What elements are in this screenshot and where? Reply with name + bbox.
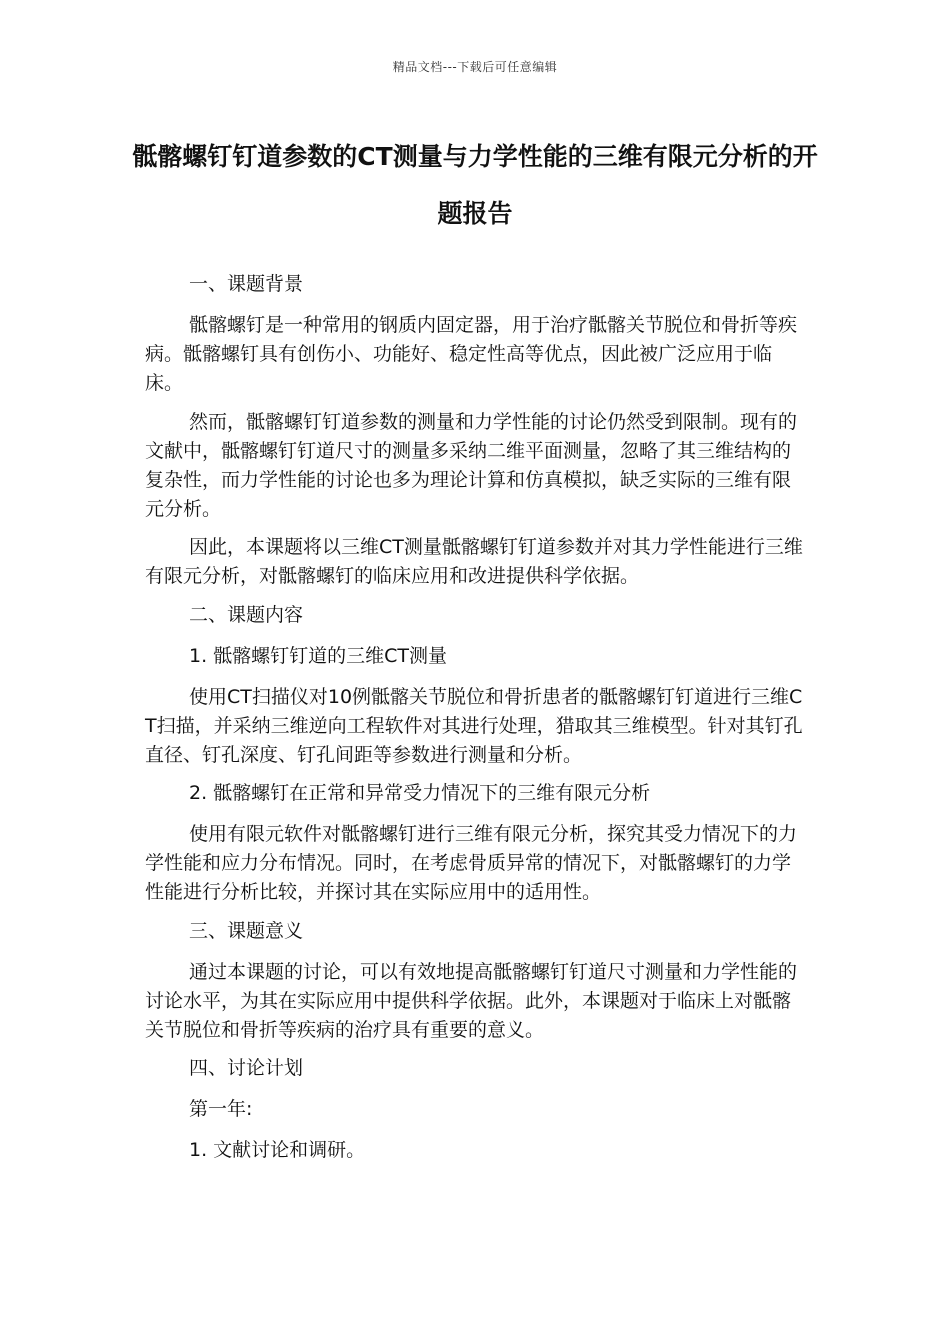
- plan-year-1: 第一年:: [189, 1098, 253, 1120]
- content-item-2-body: 使用有限元软件对骶髂螺钉进行三维有限元分析，探究其受力情况下的力学性能和应力分布情况。同时，在考虑骨质异常的情况下，对骶髂螺钉的力学性能进行分析比较，并探讨其在实际应用中的适用性。: [145, 823, 798, 903]
- section-heading-background: 一、课题背景: [189, 273, 304, 295]
- section-heading-content: 二、课题内容: [189, 603, 304, 626]
- background-paragraph-1: 骶髂螺钉是一种常用的钢质内固定器，用于治疗骶髂关节脱位和骨折等疾病。骶髂螺钉具有创伤小、功能好、稳定性高等优点，因此被广泛应用于临床。: [145, 314, 798, 394]
- background-paragraph-2: 然而，骶髂螺钉钉道参数的测量和力学性能的讨论仍然受到限制。现有的文献中，骶髂螺钉钉道尺寸的测量多采纳二维平面测量，忽略了其三维结构的复杂性，而力学性能的讨论也多为理论计算和仿真模拟，缺乏实际的三维有限元分析。: [145, 410, 798, 520]
- section-heading-significance: 三、课题意义: [189, 919, 304, 942]
- content-item-1-title: 1. 骶髂螺钉钉道的三维CT测量: [189, 644, 448, 667]
- section-heading-plan: 四、讨论计划: [189, 1057, 304, 1079]
- document-body: [145, 270, 809, 1177]
- content-item-2-title: 2. 骶髂螺钉在正常和异常受力情况下的三维有限元分析: [189, 782, 651, 804]
- header-note: 精品文档---下载后可任意编辑: [392, 60, 558, 74]
- background-paragraph-3: 因此，本课题将以三维CT测量骶髂螺钉钉道参数并对其力学性能进行三维有限元分析，对骶髂螺钉的临床应用和改进提供科学依据。: [145, 536, 803, 587]
- significance-paragraph: 通过本课题的讨论，可以有效地提高骶髂螺钉钉道尺寸测量和力学性能的讨论水平，为其在实际应用中提供科学依据。此外，本课题对于临床上对骶髂关节脱位和骨折等疾病的治疗具有重要的意义。: [145, 960, 798, 1041]
- document-title: 骶髂螺钉钉道参数的CT测量与力学性能的三维有限元分析的开题报告: [132, 142, 818, 228]
- plan-item-1: 1. 文献讨论和调研。: [189, 1139, 366, 1161]
- content-item-1-body: 使用CT扫描仪对10例骶髂关节脱位和骨折患者的骶髂螺钉钉道进行三维CT扫描，并采纳三维逆向工程软件对其进行处理，猎取其三维模型。针对其钉孔直径、钉孔深度、钉孔间距等参数进行测量和分析。: [145, 685, 803, 766]
